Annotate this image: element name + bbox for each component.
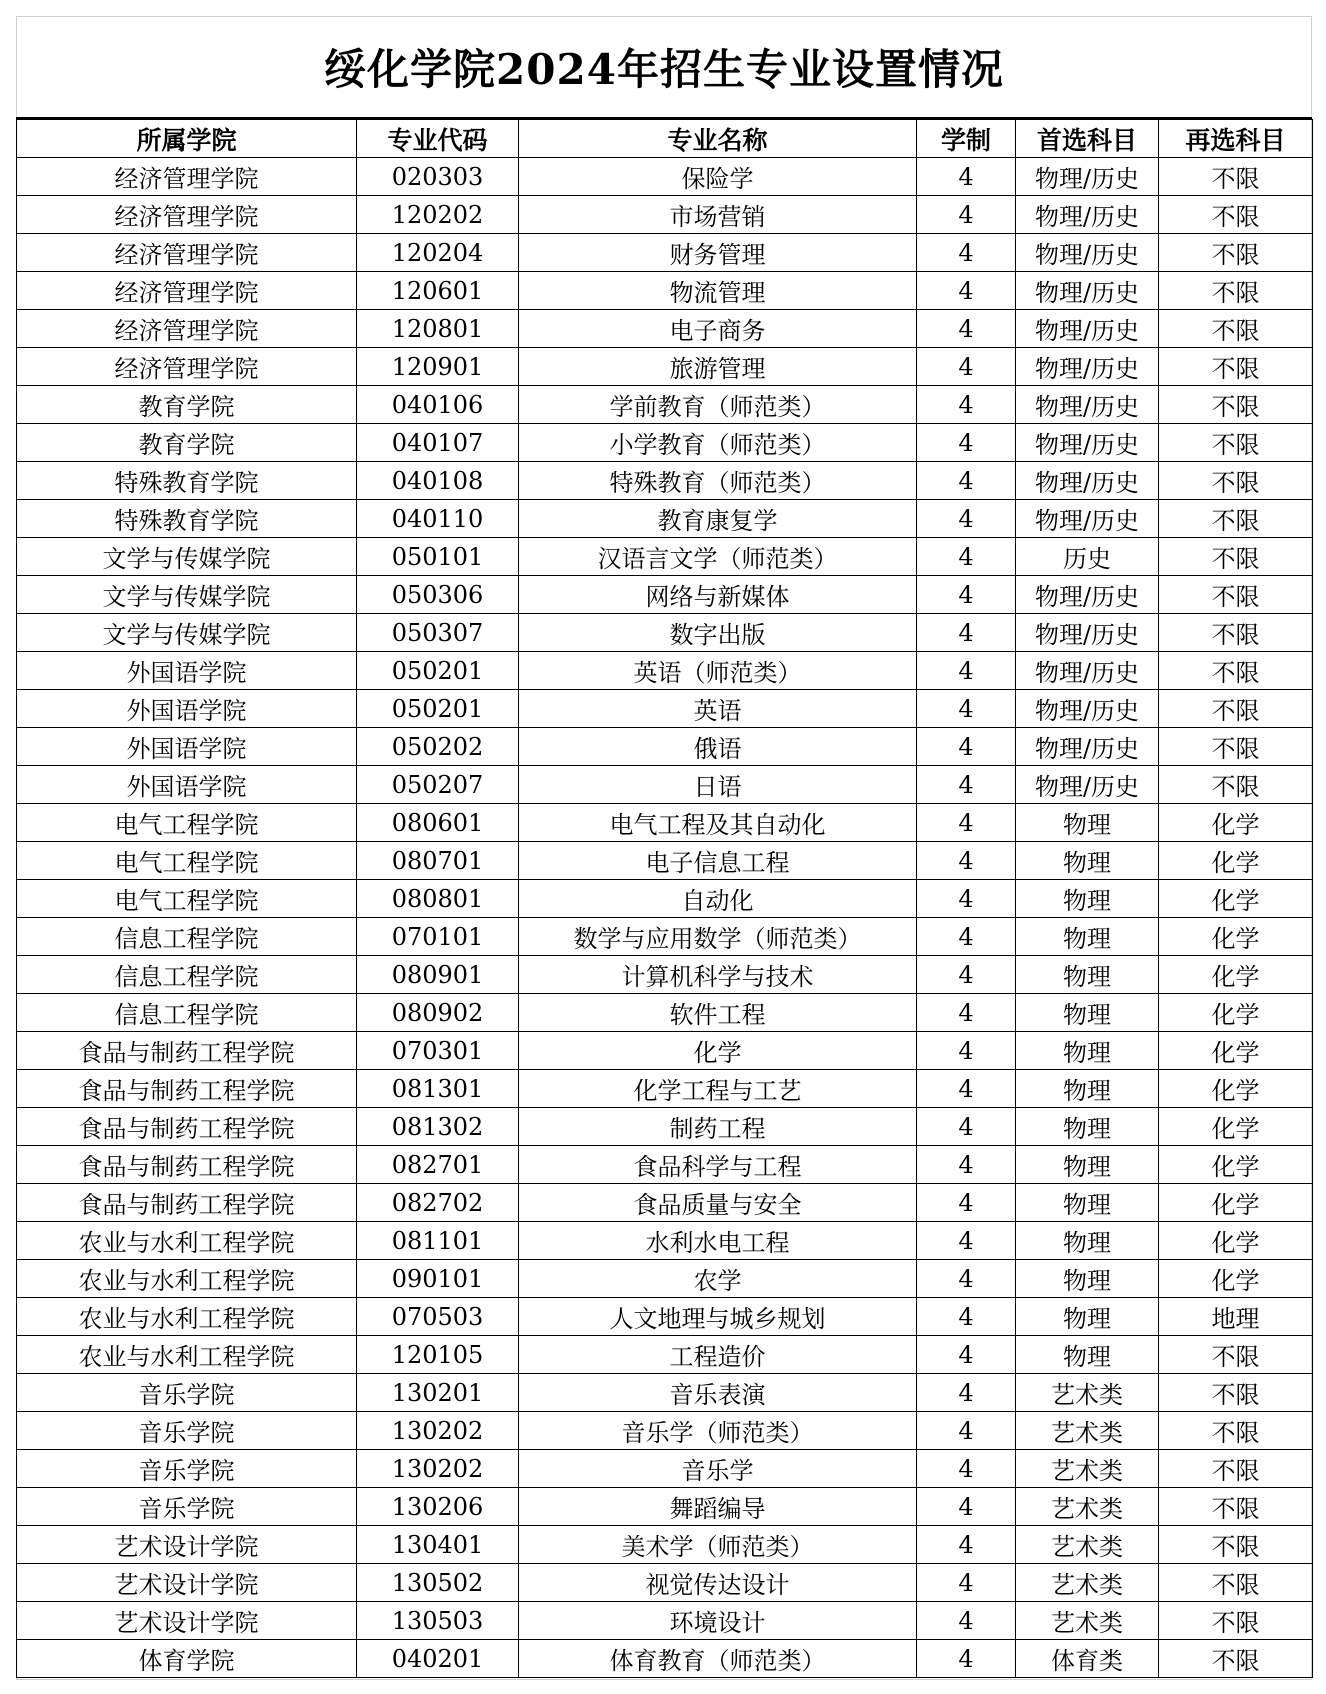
duration-cell: 4 [917,766,1016,804]
major-name-cell: 自动化 [519,880,917,918]
college-cell: 特殊教育学院 [17,462,357,500]
major-name-cell: 教育康复学 [519,500,917,538]
secondary-subject-cell: 化学 [1159,1070,1313,1108]
major-code-cell: 082701 [357,1146,519,1184]
primary-subject-cell: 艺术类 [1016,1488,1159,1526]
college-cell: 文学与传媒学院 [17,576,357,614]
table-row [17,538,1313,576]
major-code-cell: 120105 [357,1336,519,1374]
major-name-cell: 数字出版 [519,614,917,652]
table-row [17,158,1313,196]
secondary-subject-cell: 不限 [1159,310,1313,348]
secondary-subject-cell: 化学 [1159,994,1313,1032]
duration-cell: 4 [917,1640,1016,1678]
college-cell: 音乐学院 [17,1488,357,1526]
table-row [17,1336,1313,1374]
college-cell: 电气工程学院 [17,880,357,918]
college-cell: 音乐学院 [17,1374,357,1412]
primary-subject-cell: 物理/历史 [1016,386,1159,424]
major-name-cell: 制药工程 [519,1108,917,1146]
secondary-subject-cell: 不限 [1159,158,1313,196]
primary-subject-cell: 物理 [1016,1298,1159,1336]
college-cell: 农业与水利工程学院 [17,1260,357,1298]
college-cell: 艺术设计学院 [17,1564,357,1602]
secondary-subject-cell: 不限 [1159,1336,1313,1374]
major-name-cell: 环境设计 [519,1602,917,1640]
secondary-subject-cell: 不限 [1159,1602,1313,1640]
secondary-subject-cell: 化学 [1159,1108,1313,1146]
major-code-cell: 040110 [357,500,519,538]
primary-subject-cell: 历史 [1016,538,1159,576]
table-row [17,386,1313,424]
major-name-cell: 工程造价 [519,1336,917,1374]
major-code-cell: 080901 [357,956,519,994]
majors-table [16,119,1313,1678]
table-row [17,310,1313,348]
major-name-cell: 电子信息工程 [519,842,917,880]
secondary-subject-cell: 不限 [1159,272,1313,310]
major-code-cell: 050202 [357,728,519,766]
primary-subject-cell: 物理 [1016,956,1159,994]
secondary-subject-cell: 化学 [1159,842,1313,880]
table-row [17,1374,1313,1412]
college-cell: 文学与传媒学院 [17,538,357,576]
duration-cell: 4 [917,424,1016,462]
major-name-cell: 网络与新媒体 [519,576,917,614]
table-row [17,1070,1313,1108]
college-cell: 经济管理学院 [17,234,357,272]
major-code-cell: 080801 [357,880,519,918]
table-row [17,842,1313,880]
duration-cell: 4 [917,500,1016,538]
table-row [17,1260,1313,1298]
major-name-cell: 舞蹈编导 [519,1488,917,1526]
table-row [17,1450,1313,1488]
major-code-cell: 040106 [357,386,519,424]
college-cell: 特殊教育学院 [17,500,357,538]
duration-cell: 4 [917,652,1016,690]
major-name-cell: 视觉传达设计 [519,1564,917,1602]
primary-subject-cell: 物理 [1016,918,1159,956]
major-name-cell: 计算机科学与技术 [519,956,917,994]
major-name-cell: 水利水电工程 [519,1222,917,1260]
primary-subject-cell: 物理 [1016,1336,1159,1374]
secondary-subject-cell: 不限 [1159,500,1313,538]
college-cell: 食品与制药工程学院 [17,1070,357,1108]
primary-subject-cell: 艺术类 [1016,1450,1159,1488]
duration-cell: 4 [917,310,1016,348]
secondary-subject-cell: 不限 [1159,1640,1313,1678]
college-cell: 电气工程学院 [17,842,357,880]
major-name-cell: 英语 [519,690,917,728]
table-row [17,576,1313,614]
college-cell: 艺术设计学院 [17,1602,357,1640]
college-cell: 食品与制药工程学院 [17,1108,357,1146]
table-row [17,1564,1313,1602]
major-code-cell: 050101 [357,538,519,576]
primary-subject-cell: 艺术类 [1016,1412,1159,1450]
secondary-subject-cell: 不限 [1159,424,1313,462]
duration-cell: 4 [917,690,1016,728]
major-name-cell: 化学 [519,1032,917,1070]
major-name-cell: 保险学 [519,158,917,196]
major-code-cell: 081302 [357,1108,519,1146]
primary-subject-cell: 物理/历史 [1016,158,1159,196]
table-row [17,1526,1313,1564]
major-code-cell: 130206 [357,1488,519,1526]
secondary-subject-cell: 化学 [1159,880,1313,918]
secondary-subject-cell: 化学 [1159,1146,1313,1184]
primary-subject-cell: 物理 [1016,1222,1159,1260]
college-cell: 外国语学院 [17,766,357,804]
primary-subject-cell: 艺术类 [1016,1374,1159,1412]
duration-cell: 4 [917,1070,1016,1108]
secondary-subject-cell: 不限 [1159,576,1313,614]
secondary-subject-cell: 不限 [1159,1450,1313,1488]
secondary-subject-cell: 不限 [1159,538,1313,576]
major-code-cell: 080902 [357,994,519,1032]
major-name-cell: 特殊教育（师范类） [519,462,917,500]
major-code-cell: 120204 [357,234,519,272]
duration-cell: 4 [917,1184,1016,1222]
duration-cell: 4 [917,1146,1016,1184]
major-name-cell: 体育教育（师范类） [519,1640,917,1678]
duration-cell: 4 [917,1222,1016,1260]
duration-cell: 4 [917,1526,1016,1564]
table-row [17,1412,1313,1450]
duration-cell: 4 [917,804,1016,842]
major-name-cell: 音乐学 [519,1450,917,1488]
secondary-subject-cell: 不限 [1159,614,1313,652]
college-cell: 信息工程学院 [17,956,357,994]
column-header-college: 所属学院 [17,120,357,158]
college-cell: 艺术设计学院 [17,1526,357,1564]
primary-subject-cell: 艺术类 [1016,1602,1159,1640]
major-code-cell: 120601 [357,272,519,310]
table-row [17,690,1313,728]
duration-cell: 4 [917,728,1016,766]
major-code-cell: 070503 [357,1298,519,1336]
major-code-cell: 130201 [357,1374,519,1412]
primary-subject-cell: 物理 [1016,804,1159,842]
duration-cell: 4 [917,1374,1016,1412]
major-code-cell: 070301 [357,1032,519,1070]
college-cell: 外国语学院 [17,728,357,766]
major-code-cell: 040201 [357,1640,519,1678]
major-code-cell: 050207 [357,766,519,804]
table-row [17,462,1313,500]
major-code-cell: 040107 [357,424,519,462]
major-code-cell: 070101 [357,918,519,956]
secondary-subject-cell: 化学 [1159,918,1313,956]
table-row [17,918,1313,956]
major-code-cell: 082702 [357,1184,519,1222]
primary-subject-cell: 物理/历史 [1016,652,1159,690]
secondary-subject-cell: 不限 [1159,728,1313,766]
primary-subject-cell: 物理/历史 [1016,500,1159,538]
major-code-cell: 050201 [357,652,519,690]
major-name-cell: 数学与应用数学（师范类） [519,918,917,956]
major-code-cell: 050201 [357,690,519,728]
secondary-subject-cell: 不限 [1159,1412,1313,1450]
major-name-cell: 市场营销 [519,196,917,234]
duration-cell: 4 [917,1298,1016,1336]
college-cell: 文学与传媒学院 [17,614,357,652]
major-code-cell: 130502 [357,1564,519,1602]
table-row [17,728,1313,766]
table-row [17,1488,1313,1526]
major-name-cell: 电气工程及其自动化 [519,804,917,842]
major-name-cell: 旅游管理 [519,348,917,386]
primary-subject-cell: 物理 [1016,880,1159,918]
major-name-cell: 食品质量与安全 [519,1184,917,1222]
secondary-subject-cell: 不限 [1159,1564,1313,1602]
primary-subject-cell: 艺术类 [1016,1564,1159,1602]
primary-subject-cell: 物理/历史 [1016,348,1159,386]
primary-subject-cell: 物理/历史 [1016,272,1159,310]
primary-subject-cell: 物理/历史 [1016,576,1159,614]
page-title: 绥化学院2024年招生专业设置情况 [16,16,1312,119]
major-name-cell: 音乐学（师范类） [519,1412,917,1450]
major-code-cell: 040108 [357,462,519,500]
college-cell: 外国语学院 [17,690,357,728]
major-code-cell: 130202 [357,1412,519,1450]
major-code-cell: 080601 [357,804,519,842]
college-cell: 农业与水利工程学院 [17,1298,357,1336]
table-row [17,1146,1313,1184]
college-cell: 经济管理学院 [17,348,357,386]
duration-cell: 4 [917,538,1016,576]
major-code-cell: 050306 [357,576,519,614]
major-code-cell: 081301 [357,1070,519,1108]
major-name-cell: 物流管理 [519,272,917,310]
college-cell: 教育学院 [17,424,357,462]
duration-cell: 4 [917,880,1016,918]
table-row [17,994,1313,1032]
secondary-subject-cell: 不限 [1159,1526,1313,1564]
table-row [17,1184,1313,1222]
table-row [17,1602,1313,1640]
column-header-duration: 学制 [917,120,1016,158]
major-name-cell: 食品科学与工程 [519,1146,917,1184]
major-code-cell: 120202 [357,196,519,234]
college-cell: 经济管理学院 [17,310,357,348]
duration-cell: 4 [917,386,1016,424]
college-cell: 食品与制药工程学院 [17,1184,357,1222]
table-row [17,272,1313,310]
college-cell: 食品与制药工程学院 [17,1032,357,1070]
major-code-cell: 130202 [357,1450,519,1488]
major-name-cell: 化学工程与工艺 [519,1070,917,1108]
duration-cell: 4 [917,1032,1016,1070]
table-row [17,1298,1313,1336]
table-row [17,614,1313,652]
primary-subject-cell: 物理/历史 [1016,196,1159,234]
primary-subject-cell: 体育类 [1016,1640,1159,1678]
primary-subject-cell: 艺术类 [1016,1526,1159,1564]
column-header-major-name: 专业名称 [519,120,917,158]
secondary-subject-cell: 不限 [1159,386,1313,424]
primary-subject-cell: 物理 [1016,1108,1159,1146]
duration-cell: 4 [917,614,1016,652]
major-name-cell: 电子商务 [519,310,917,348]
major-code-cell: 020303 [357,158,519,196]
secondary-subject-cell: 不限 [1159,690,1313,728]
primary-subject-cell: 物理 [1016,1184,1159,1222]
major-code-cell: 090101 [357,1260,519,1298]
duration-cell: 4 [917,918,1016,956]
duration-cell: 4 [917,1602,1016,1640]
table-row [17,652,1313,690]
table-row [17,766,1313,804]
college-cell: 食品与制药工程学院 [17,1146,357,1184]
secondary-subject-cell: 化学 [1159,1260,1313,1298]
college-cell: 经济管理学院 [17,196,357,234]
major-name-cell: 汉语言文学（师范类） [519,538,917,576]
primary-subject-cell: 物理/历史 [1016,766,1159,804]
major-name-cell: 财务管理 [519,234,917,272]
primary-subject-cell: 物理/历史 [1016,234,1159,272]
major-code-cell: 050307 [357,614,519,652]
column-header-secondary-subject: 再选科目 [1159,120,1313,158]
table-row [17,1032,1313,1070]
secondary-subject-cell: 化学 [1159,956,1313,994]
college-cell: 经济管理学院 [17,272,357,310]
major-name-cell: 农学 [519,1260,917,1298]
table-row [17,880,1313,918]
major-code-cell: 080701 [357,842,519,880]
major-name-cell: 英语（师范类） [519,652,917,690]
major-code-cell: 120901 [357,348,519,386]
duration-cell: 4 [917,994,1016,1032]
duration-cell: 4 [917,348,1016,386]
secondary-subject-cell: 地理 [1159,1298,1313,1336]
major-code-cell: 130503 [357,1602,519,1640]
table-row [17,234,1313,272]
duration-cell: 4 [917,1260,1016,1298]
primary-subject-cell: 物理/历史 [1016,462,1159,500]
college-cell: 经济管理学院 [17,158,357,196]
table-row [17,1108,1313,1146]
college-cell: 音乐学院 [17,1450,357,1488]
secondary-subject-cell: 不限 [1159,766,1313,804]
primary-subject-cell: 物理/历史 [1016,614,1159,652]
duration-cell: 4 [917,956,1016,994]
duration-cell: 4 [917,462,1016,500]
secondary-subject-cell: 不限 [1159,1488,1313,1526]
major-name-cell: 人文地理与城乡规划 [519,1298,917,1336]
major-name-cell: 美术学（师范类） [519,1526,917,1564]
table-row [17,196,1313,234]
secondary-subject-cell: 不限 [1159,462,1313,500]
college-cell: 电气工程学院 [17,804,357,842]
primary-subject-cell: 物理 [1016,1032,1159,1070]
duration-cell: 4 [917,1488,1016,1526]
secondary-subject-cell: 化学 [1159,804,1313,842]
table-row [17,500,1313,538]
major-code-cell: 081101 [357,1222,519,1260]
primary-subject-cell: 物理 [1016,994,1159,1032]
table-row [17,348,1313,386]
table-body [17,158,1313,1678]
header-row [17,120,1313,158]
primary-subject-cell: 物理/历史 [1016,690,1159,728]
table-row [17,804,1313,842]
major-name-cell: 音乐表演 [519,1374,917,1412]
duration-cell: 4 [917,576,1016,614]
primary-subject-cell: 物理/历史 [1016,728,1159,766]
secondary-subject-cell: 化学 [1159,1222,1313,1260]
college-cell: 信息工程学院 [17,994,357,1032]
secondary-subject-cell: 化学 [1159,1032,1313,1070]
table-row [17,956,1313,994]
secondary-subject-cell: 化学 [1159,1184,1313,1222]
table-row [17,424,1313,462]
primary-subject-cell: 物理 [1016,842,1159,880]
duration-cell: 4 [917,1564,1016,1602]
duration-cell: 4 [917,1450,1016,1488]
college-cell: 外国语学院 [17,652,357,690]
college-cell: 信息工程学院 [17,918,357,956]
column-header-primary-subject: 首选科目 [1016,120,1159,158]
major-code-cell: 130401 [357,1526,519,1564]
table-row [17,1222,1313,1260]
college-cell: 体育学院 [17,1640,357,1678]
primary-subject-cell: 物理 [1016,1070,1159,1108]
duration-cell: 4 [917,1108,1016,1146]
college-cell: 教育学院 [17,386,357,424]
table-row [17,1640,1313,1678]
duration-cell: 4 [917,196,1016,234]
secondary-subject-cell: 不限 [1159,348,1313,386]
primary-subject-cell: 物理/历史 [1016,310,1159,348]
major-name-cell: 日语 [519,766,917,804]
secondary-subject-cell: 不限 [1159,196,1313,234]
college-cell: 农业与水利工程学院 [17,1336,357,1374]
major-code-cell: 120801 [357,310,519,348]
major-name-cell: 软件工程 [519,994,917,1032]
primary-subject-cell: 物理 [1016,1146,1159,1184]
column-header-major-code: 专业代码 [357,120,519,158]
duration-cell: 4 [917,1336,1016,1374]
secondary-subject-cell: 不限 [1159,652,1313,690]
duration-cell: 4 [917,1412,1016,1450]
primary-subject-cell: 物理/历史 [1016,424,1159,462]
duration-cell: 4 [917,234,1016,272]
major-name-cell: 俄语 [519,728,917,766]
primary-subject-cell: 物理 [1016,1260,1159,1298]
secondary-subject-cell: 不限 [1159,234,1313,272]
duration-cell: 4 [917,158,1016,196]
major-name-cell: 学前教育（师范类） [519,386,917,424]
duration-cell: 4 [917,842,1016,880]
secondary-subject-cell: 不限 [1159,1374,1313,1412]
college-cell: 音乐学院 [17,1412,357,1450]
college-cell: 农业与水利工程学院 [17,1222,357,1260]
duration-cell: 4 [917,272,1016,310]
major-name-cell: 小学教育（师范类） [519,424,917,462]
